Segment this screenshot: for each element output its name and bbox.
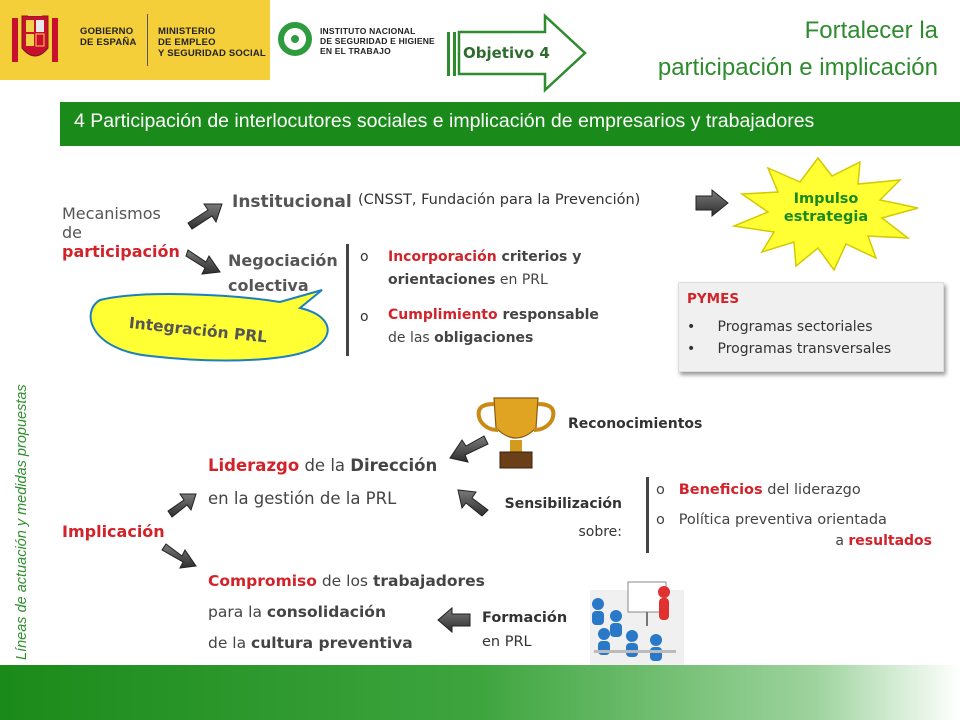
training-people-icon: [590, 582, 684, 668]
pymes-item: • Programas transversales: [687, 341, 892, 357]
liderazgo-line-1: Liderazgo de la Dirección: [208, 456, 438, 475]
institucional-detail: (CNSST, Fundación para la Prevención): [358, 192, 641, 208]
trophy-icon: [479, 398, 554, 468]
arrow-to-institucional-icon: [188, 204, 222, 229]
side-vertical-label: Líneas de actuación y medidas propuestas: [14, 384, 30, 660]
negociacion-bullet-2: o Cumplimiento responsable de las obligaciones: [360, 307, 599, 346]
compromiso-text: Compromiso de los trabajadores para la consolidación de la cultura preventiva: [208, 572, 485, 652]
impulso-label: Impulso estrategia: [783, 191, 869, 225]
sensibilizacion-bracket: [646, 477, 649, 553]
gov-name: GOBIERNO DE ESPAÑA: [80, 26, 137, 48]
liderazgo-line-2: en la gestión de la PRL: [208, 489, 397, 508]
arrow-to-impulso-icon: [696, 190, 728, 216]
institucional-label: Institucional: [232, 192, 352, 212]
ministry-name: MINISTERIO DE EMPLEO Y SEGURIDAD SOCIAL: [158, 26, 266, 59]
pymes-title: PYMES: [687, 291, 740, 307]
implicacion-label: Implicación: [62, 522, 165, 541]
mechanisms-label: Mecanismos de participación: [62, 204, 180, 261]
negociacion-bullet-1: o Incorporación criterios y orientaciones en PRL: [360, 249, 582, 288]
pymes-item: • Programas sectoriales: [687, 319, 873, 335]
arrow-to-liderazgo-icon: [168, 494, 196, 517]
footer-bar: [0, 665, 960, 720]
reconocimientos-label: Reconocimientos: [568, 416, 703, 432]
negociacion-label: Negociación colectiva: [228, 251, 338, 295]
beneficios-bullet: o Beneficios del liderazgo: [656, 482, 861, 498]
arrow-from-sensibilizacion-icon: [458, 490, 488, 516]
formacion-label: Formación en PRL: [482, 610, 568, 650]
negociacion-bracket: [346, 244, 349, 356]
arrow-to-compromiso-icon: [162, 544, 196, 568]
sensibilizacion-label: Sensibilización sobre:: [504, 496, 622, 540]
banner-text: 4 Participación de interlocutores sociales e implicación de empresarios y trabajadores: [74, 110, 815, 132]
integracion-label: Integración PRL: [128, 314, 268, 347]
insht-name: INSTITUTO NACIONAL DE SEGURIDAD E HIGIENE EN EL TRABAJO: [320, 26, 435, 56]
arrow-to-negociacion-icon: [186, 250, 220, 274]
pymes-box: [678, 282, 944, 372]
politica-bullet: o Política preventiva orientada a resultados: [656, 512, 932, 549]
objective-label: Objetivo 4: [463, 44, 550, 62]
arrow-from-reconocimientos-icon: [450, 436, 488, 462]
page-title: Fortalecer la participación e implicación: [657, 17, 938, 81]
